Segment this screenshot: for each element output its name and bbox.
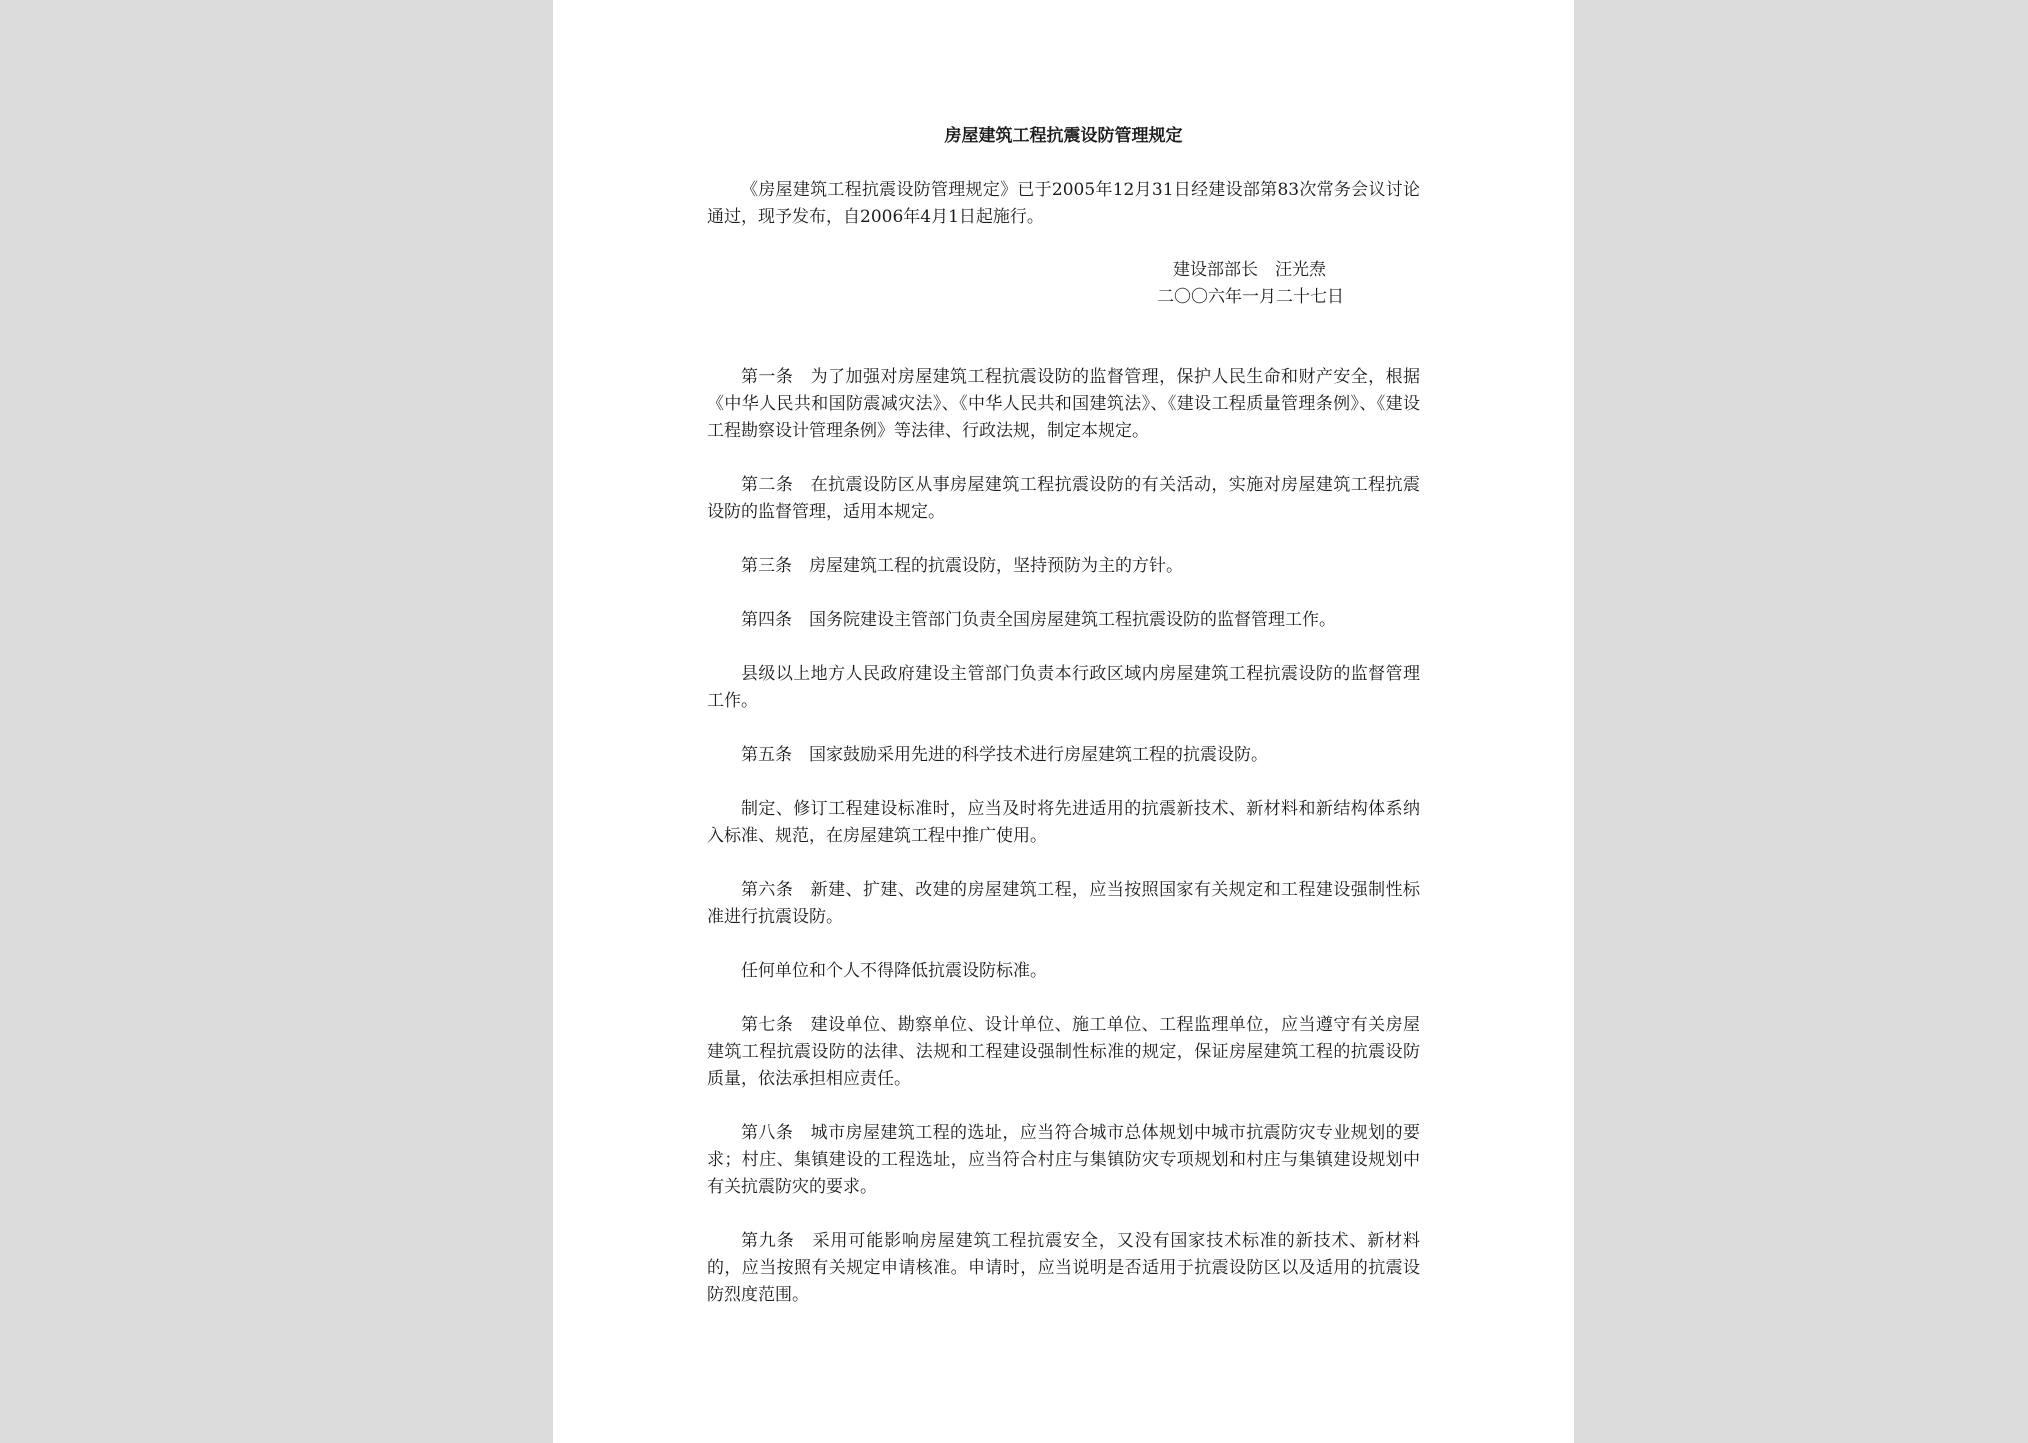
article-paragraph: 县级以上地方人民政府建设主管部门负责本行政区域内房屋建筑工程抗震设防的监督管理工作。 — [707, 664, 1420, 711]
article-paragraph: 第七条 建设单位、勘察单位、设计单位、施工单位、工程监理单位，应当遵守有关房屋建筑工程抗震设防的法律、法规和工程建设强制性标准的规定，保证房屋建筑工程的抗震设防质量，依法承担相应责任。 — [707, 1015, 1420, 1089]
document-page — [553, 0, 1574, 1443]
document-title: 房屋建筑工程抗震设防管理规定 — [944, 126, 1183, 146]
signature-block — [1157, 257, 1413, 311]
article-paragraph: 第六条 新建、扩建、改建的房屋建筑工程，应当按照国家有关规定和工程建设强制性标准进行抗震设防。 — [707, 880, 1420, 927]
signature-date: 二〇〇六年一月二十七日 — [1157, 287, 1344, 307]
article-paragraph: 第九条 采用可能影响房屋建筑工程抗震安全，又没有国家技术标准的新技术、新材料的，应当按照有关规定申请核准。申请时，应当说明是否适用于抗震设防区以及适用的抗震设防烈度范围。 — [707, 1231, 1420, 1305]
signer-name: 建设部部长 汪光焘 — [1173, 260, 1326, 280]
article-paragraph: 第二条 在抗震设防区从事房屋建筑工程抗震设防的有关活动，实施对房屋建筑工程抗震设防的监督管理，适用本规定。 — [707, 475, 1420, 522]
article-paragraph: 第三条 房屋建筑工程的抗震设防，坚持预防为主的方针。 — [741, 556, 1183, 576]
article-paragraph: 第八条 城市房屋建筑工程的选址，应当符合城市总体规划中城市抗震防灾专业规划的要求；村庄、集镇建设的工程选址，应当符合村庄与集镇防灾专项规划和村庄与集镇建设规划中有关抗震防灾的要求。 — [707, 1123, 1420, 1197]
article-paragraph: 制定、修订工程建设标准时，应当及时将先进适用的抗震新技术、新材料和新结构体系纳入标准、规范，在房屋建筑工程中推广使用。 — [707, 799, 1420, 846]
intro-paragraph: 《房屋建筑工程抗震设防管理规定》已于2005年12月31日经建设部第83次常务会议讨论通过，现予发布，自2006年4月1日起施行。 — [707, 180, 1420, 227]
article-paragraph: 第一条 为了加强对房屋建筑工程抗震设防的监督管理，保护人民生命和财产安全，根据《中华人民共和国防震减灾法》、《中华人民共和国建筑法》、《建设工程质量管理条例》、《建设工程勘察设计管理条例》等法律、行政法规，制定本规定。 — [707, 367, 1420, 441]
article-list — [707, 364, 1420, 1336]
article-paragraph: 任何单位和个人不得降低抗震设防标准。 — [741, 961, 1047, 981]
article-paragraph: 第五条 国家鼓励采用先进的科学技术进行房屋建筑工程的抗震设防。 — [741, 745, 1268, 765]
article-paragraph: 第四条 国务院建设主管部门负责全国房屋建筑工程抗震设防的监督管理工作。 — [741, 610, 1336, 630]
